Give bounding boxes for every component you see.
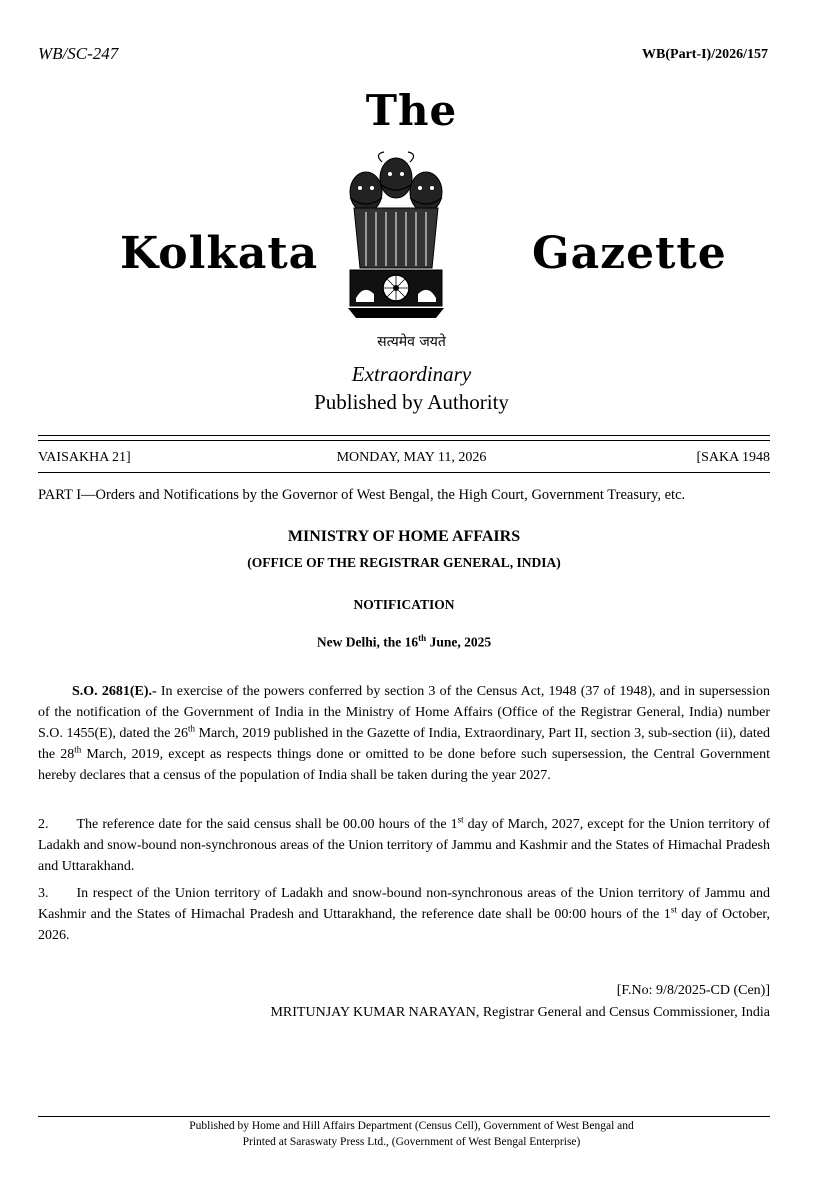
motto-satyameva-jayate: सत्यमेव जयते (377, 334, 446, 350)
masthead-gazette: Gazette (532, 228, 727, 279)
rule-top (38, 435, 770, 436)
paragraph-number: 2. (38, 817, 49, 832)
rule-below-date (38, 472, 770, 473)
so-number: S.O. 2681(E).- (72, 684, 157, 699)
extraordinary-label: Extraordinary (351, 362, 472, 386)
rule-footer (38, 1116, 770, 1117)
rule-top-second (38, 440, 770, 441)
masthead-kolkata: Kolkata (120, 228, 319, 279)
date-gregorian: MONDAY, MAY 11, 2026 (336, 450, 487, 465)
masthead-the: The (365, 86, 458, 135)
signatory: MRITUNJAY KUMAR NARAYAN, Registrar General and Census Commissioner, India (270, 1005, 770, 1020)
ministry-title: MINISTRY OF HOME AFFAIRS (287, 528, 521, 545)
footer-line-2: Printed at Saraswaty Press Ltd., (Government of West Bengal Enterprise) (242, 1136, 581, 1148)
footer-line-1: Published by Home and Hill Affairs Department (Census Cell), Government of West Bengal and (189, 1120, 634, 1132)
paragraph-1: S.O. 2681(E).- In exercise of the powers conferred by section 3 of the Census Act, 1948 (37 of 1948), and in supersession of the notification of the Government of India in the Ministry of Home Affairs (Office of the Registrar General, India) number S.O. 1455(E), dated the 26th March, 2019 published in the Gazette of India, Extraordinary, Part II, section 3, sub-section (ii), dated the 28th March, 2019, except as respects things done or omitted to be done before such supersession, the Central Government hereby declares that a census of the population of India shall be taken during the year 2027. (38, 684, 771, 783)
file-number: [F.No: 9/8/2025-CD (Cen)] (616, 983, 770, 998)
date-saka: [SAKA 1948 (696, 450, 770, 465)
gazette-code-left: WB/SC-247 (38, 44, 119, 63)
part-heading: PART I—Orders and Notifications by the Governor of West Bengal, the High Court, Government Treasury, etc. (38, 487, 686, 503)
paragraph-3: 3. In respect of the Union territory of Ladakh and snow-bound non-synchronous areas of the Union territory of Jammu and Kashmir and the States of Himachal Pradesh and Uttarakhand, the reference date shall be 00:00 hours of the 1st day of October, 2026. (38, 886, 771, 943)
ashoka-emblem-icon (336, 148, 456, 324)
paragraph-number: 3. (38, 886, 49, 901)
paragraph-2: 2. The reference date for the said census shall be 00.00 hours of the 1st day of March, 2027, except for the Union territory of Ladakh and snow-bound non-synchronous areas of the Union territory of Jammu and Kashmir and the States of Himachal Pradesh and Uttarakhand. (38, 814, 770, 874)
notification-title: NOTIFICATION (353, 597, 455, 612)
published-by-authority: Published by Authority (314, 390, 509, 414)
date-vaisakha: VAISAKHA 21] (38, 450, 131, 465)
office-title: (OFFICE OF THE REGISTRAR GENERAL, INDIA) (247, 555, 561, 570)
place-date: New Delhi, the 16th June, 2025 (316, 633, 492, 650)
gazette-code-right: WB(Part-I)/2026/157 (642, 47, 768, 62)
